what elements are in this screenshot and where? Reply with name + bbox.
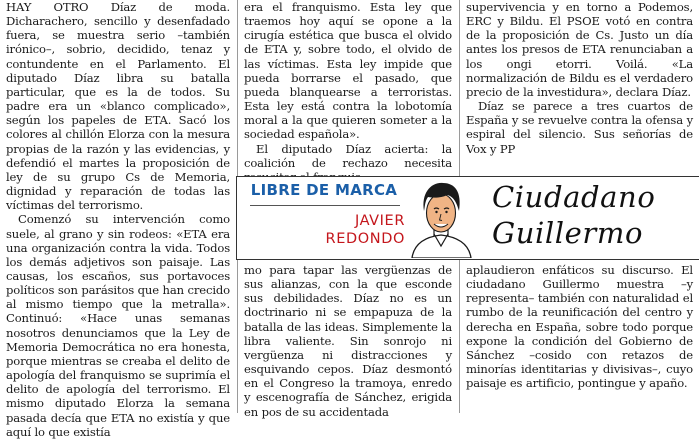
- article-column-3-bottom: [466, 263, 693, 413]
- article-column-2-bottom: [244, 263, 452, 419]
- article-column-2-top: [244, 0, 452, 172]
- article-paragraph: aplaudieron enfáticos su discurso. El ciudadano Guillermo muestra –y representa– también con naturalidad el rumbo de la reunificación del centro y derecha en España, sobre todo porque expone la condición del Gobierno de Sánchez –cosido con retazos de minorías identitarias y divisivas–, cuyo paisaje es artificio, pontingue y apaño.: [466, 263, 693, 391]
- article-paragraph: HAY OTRO Díaz de moda. Dicharachero, sencillo y desenfadado fuera, se muestra serio –también irónico–, sobrio, decidido, tenaz y contundente en el Parlamento. El diputado Díaz libra su batalla particular, que es la de todos. Su padre era un «blanco complicado», según los papeles de ETA. Sacó los colores al chillón Elorza con la mesura propias de la razón y las evidencias, y defendió el martes la proposición de ley de su grupo Cs de Memoria, dignidad y reparación de todas las víctimas del terrorismo.: [6, 0, 230, 213]
- article-paragraph: supervivencia y en torno a Podemos, ERC y Bildu. El PSOE votó en contra de la proposición de Cs. Justo un día antes los presos de ETA renunciaban a los ongi etorri. Voilá. «La normalización de Bildu es el verdadero precio de la investidura», declara Díaz.: [466, 0, 693, 99]
- author-first-name: JAVIER: [354, 213, 405, 229]
- author-portrait-icon: [410, 178, 473, 258]
- column-divider: [237, 0, 238, 176]
- column-divider: [237, 260, 238, 413]
- author-byline: [250, 212, 405, 248]
- kicker-underline: [250, 205, 400, 206]
- article-column-3-top: [466, 0, 693, 172]
- column-divider: [459, 260, 460, 413]
- article-paragraph: mo para tapar las vergüenzas de sus alianzas, con la que esconde sus debilidades. Díaz no es un doctrinario ni se empapuza de la batalla de las ideas. Simplemente la libra valiente. Sin sonrojo ni vergüenza ni distracciones y esquivando cepos. Díaz desmontó en el Congreso la tramoya, enredo y escenografía de Sánchez, erigida en pos de su accidentada: [244, 263, 452, 419]
- column-divider: [459, 0, 460, 176]
- column-title-line-2: Guillermo: [492, 216, 644, 250]
- author-last-name: REDONDO: [325, 231, 405, 247]
- article-paragraph: Díaz se parece a tres cuartos de España y se revuelve contra la ofensa y espiral del silencio. Sus señorías de Vox y PP: [466, 99, 693, 156]
- article-paragraph: Comenzó su intervención como suele, al grano y sin rodeos: «ETA era una organización contra la vida. Todos los demás adjetivos son paisaje. Las causas, los escaños, sus portavoces políticos son parásitos que han crecido al mismo tiempo que la metralla». Continuó: «Hace unas semanas nosotros denunciamos que la Ley de Memoria Democrática no era honesta, porque mientras se creaba el delito de apología del franquismo se suprimía el delito de apología del terrorismo. El mismo diputado Elorza la semana pasada decía que ETA no existía y que aquí lo que existía: [6, 212, 230, 439]
- column-title-line-1: Ciudadano: [492, 180, 656, 214]
- article-paragraph: era el franquismo. Esta ley que traemos hoy aquí se opone a la cirugía estética que busca el olvido de ETA y, sobre todo, el olvido de las víctimas. Esta ley impide que pueda borrarse el pasado, que pueda blanquearse a terroristas. Esta ley está contra la lobotomía moral a la que quieren someter a la sociedad española».: [244, 0, 452, 142]
- column-title: [492, 179, 697, 251]
- article-column-1: [6, 0, 230, 439]
- article-paragraph: El diputado Díaz acierta: la coalición de rechazo necesita: [244, 141, 452, 170]
- section-kicker: LIBRE DE MARCA: [250, 181, 398, 199]
